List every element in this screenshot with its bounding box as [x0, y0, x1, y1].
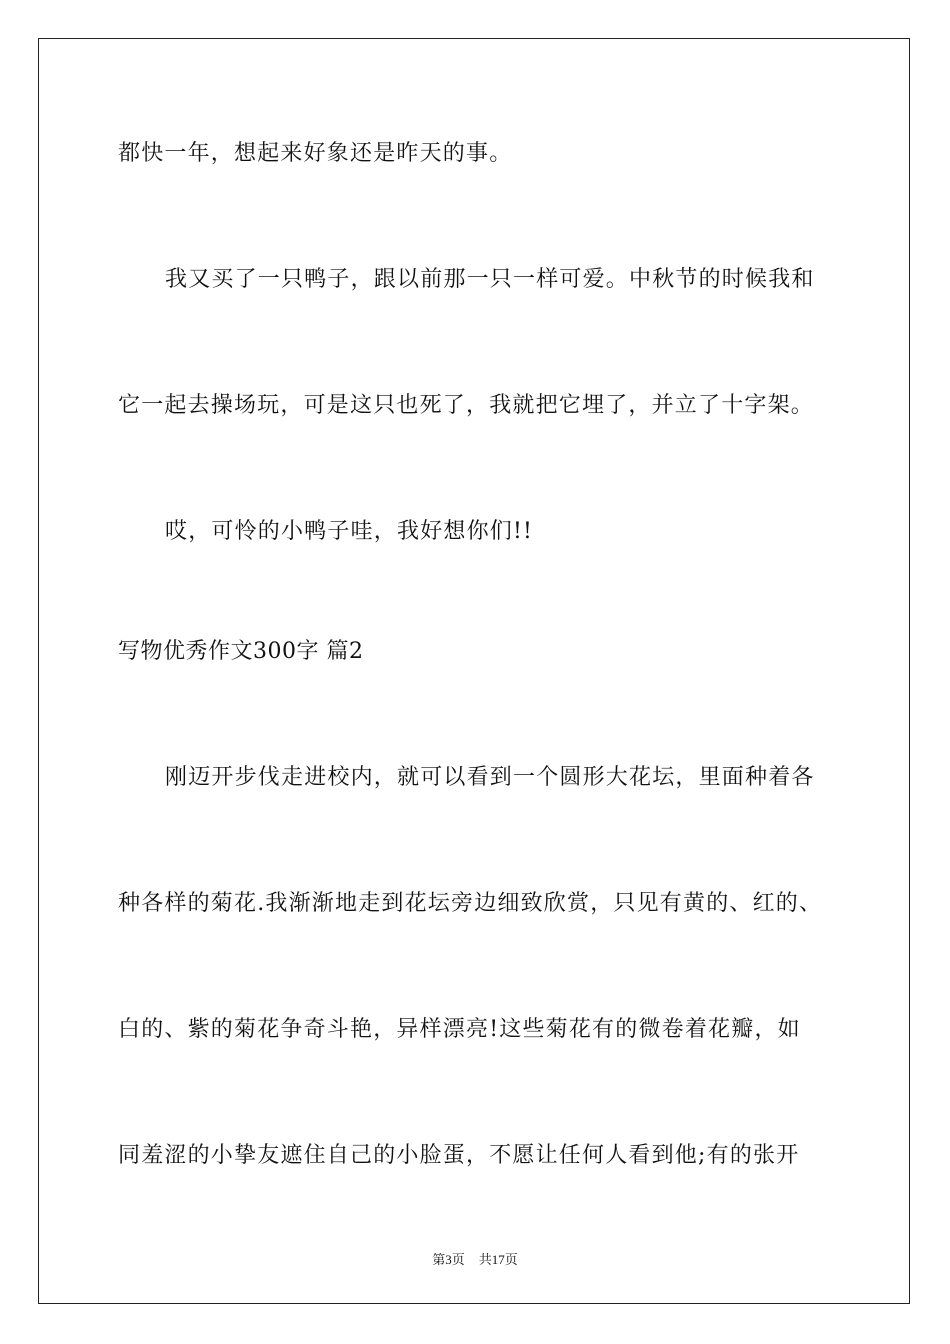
page-footer: [0, 1249, 950, 1268]
page-number: 第3页: [432, 1252, 465, 1267]
paragraph-line: 刚迈开步伐走进校内，就可以看到一个圆形大花坛，里面种着各: [165, 765, 815, 790]
paragraph-line: 同羞涩的小挚友遮住自己的小脸蛋，不愿让任何人看到他;有的张开: [118, 1143, 800, 1168]
paragraph-line: 种各样的菊花.我渐渐地走到花坛旁边细致欣赏，只见有黄的、红的、: [118, 891, 823, 916]
paragraph-line: 白的、紫的菊花争奇斗艳，异样漂亮!这些菊花有的微卷着花瓣，如: [118, 1017, 801, 1042]
paragraph-line: 它一起去操场玩，可是这只也死了，我就把它埋了，并立了十字架。: [118, 393, 815, 418]
section-heading: 写物优秀作文300字 篇2: [118, 639, 364, 664]
page-frame: [38, 38, 910, 1304]
total-pages: 共17页: [478, 1252, 518, 1267]
paragraph-line: 哎，可怜的小鸭子哇，我好想你们!!: [165, 519, 534, 544]
paragraph-line: 我又买了一只鸭子，跟以前那一只一样可爱。中秋节的时候我和: [165, 267, 815, 292]
paragraph-line: 都快一年，想起来好象还是昨天的事。: [118, 141, 513, 166]
